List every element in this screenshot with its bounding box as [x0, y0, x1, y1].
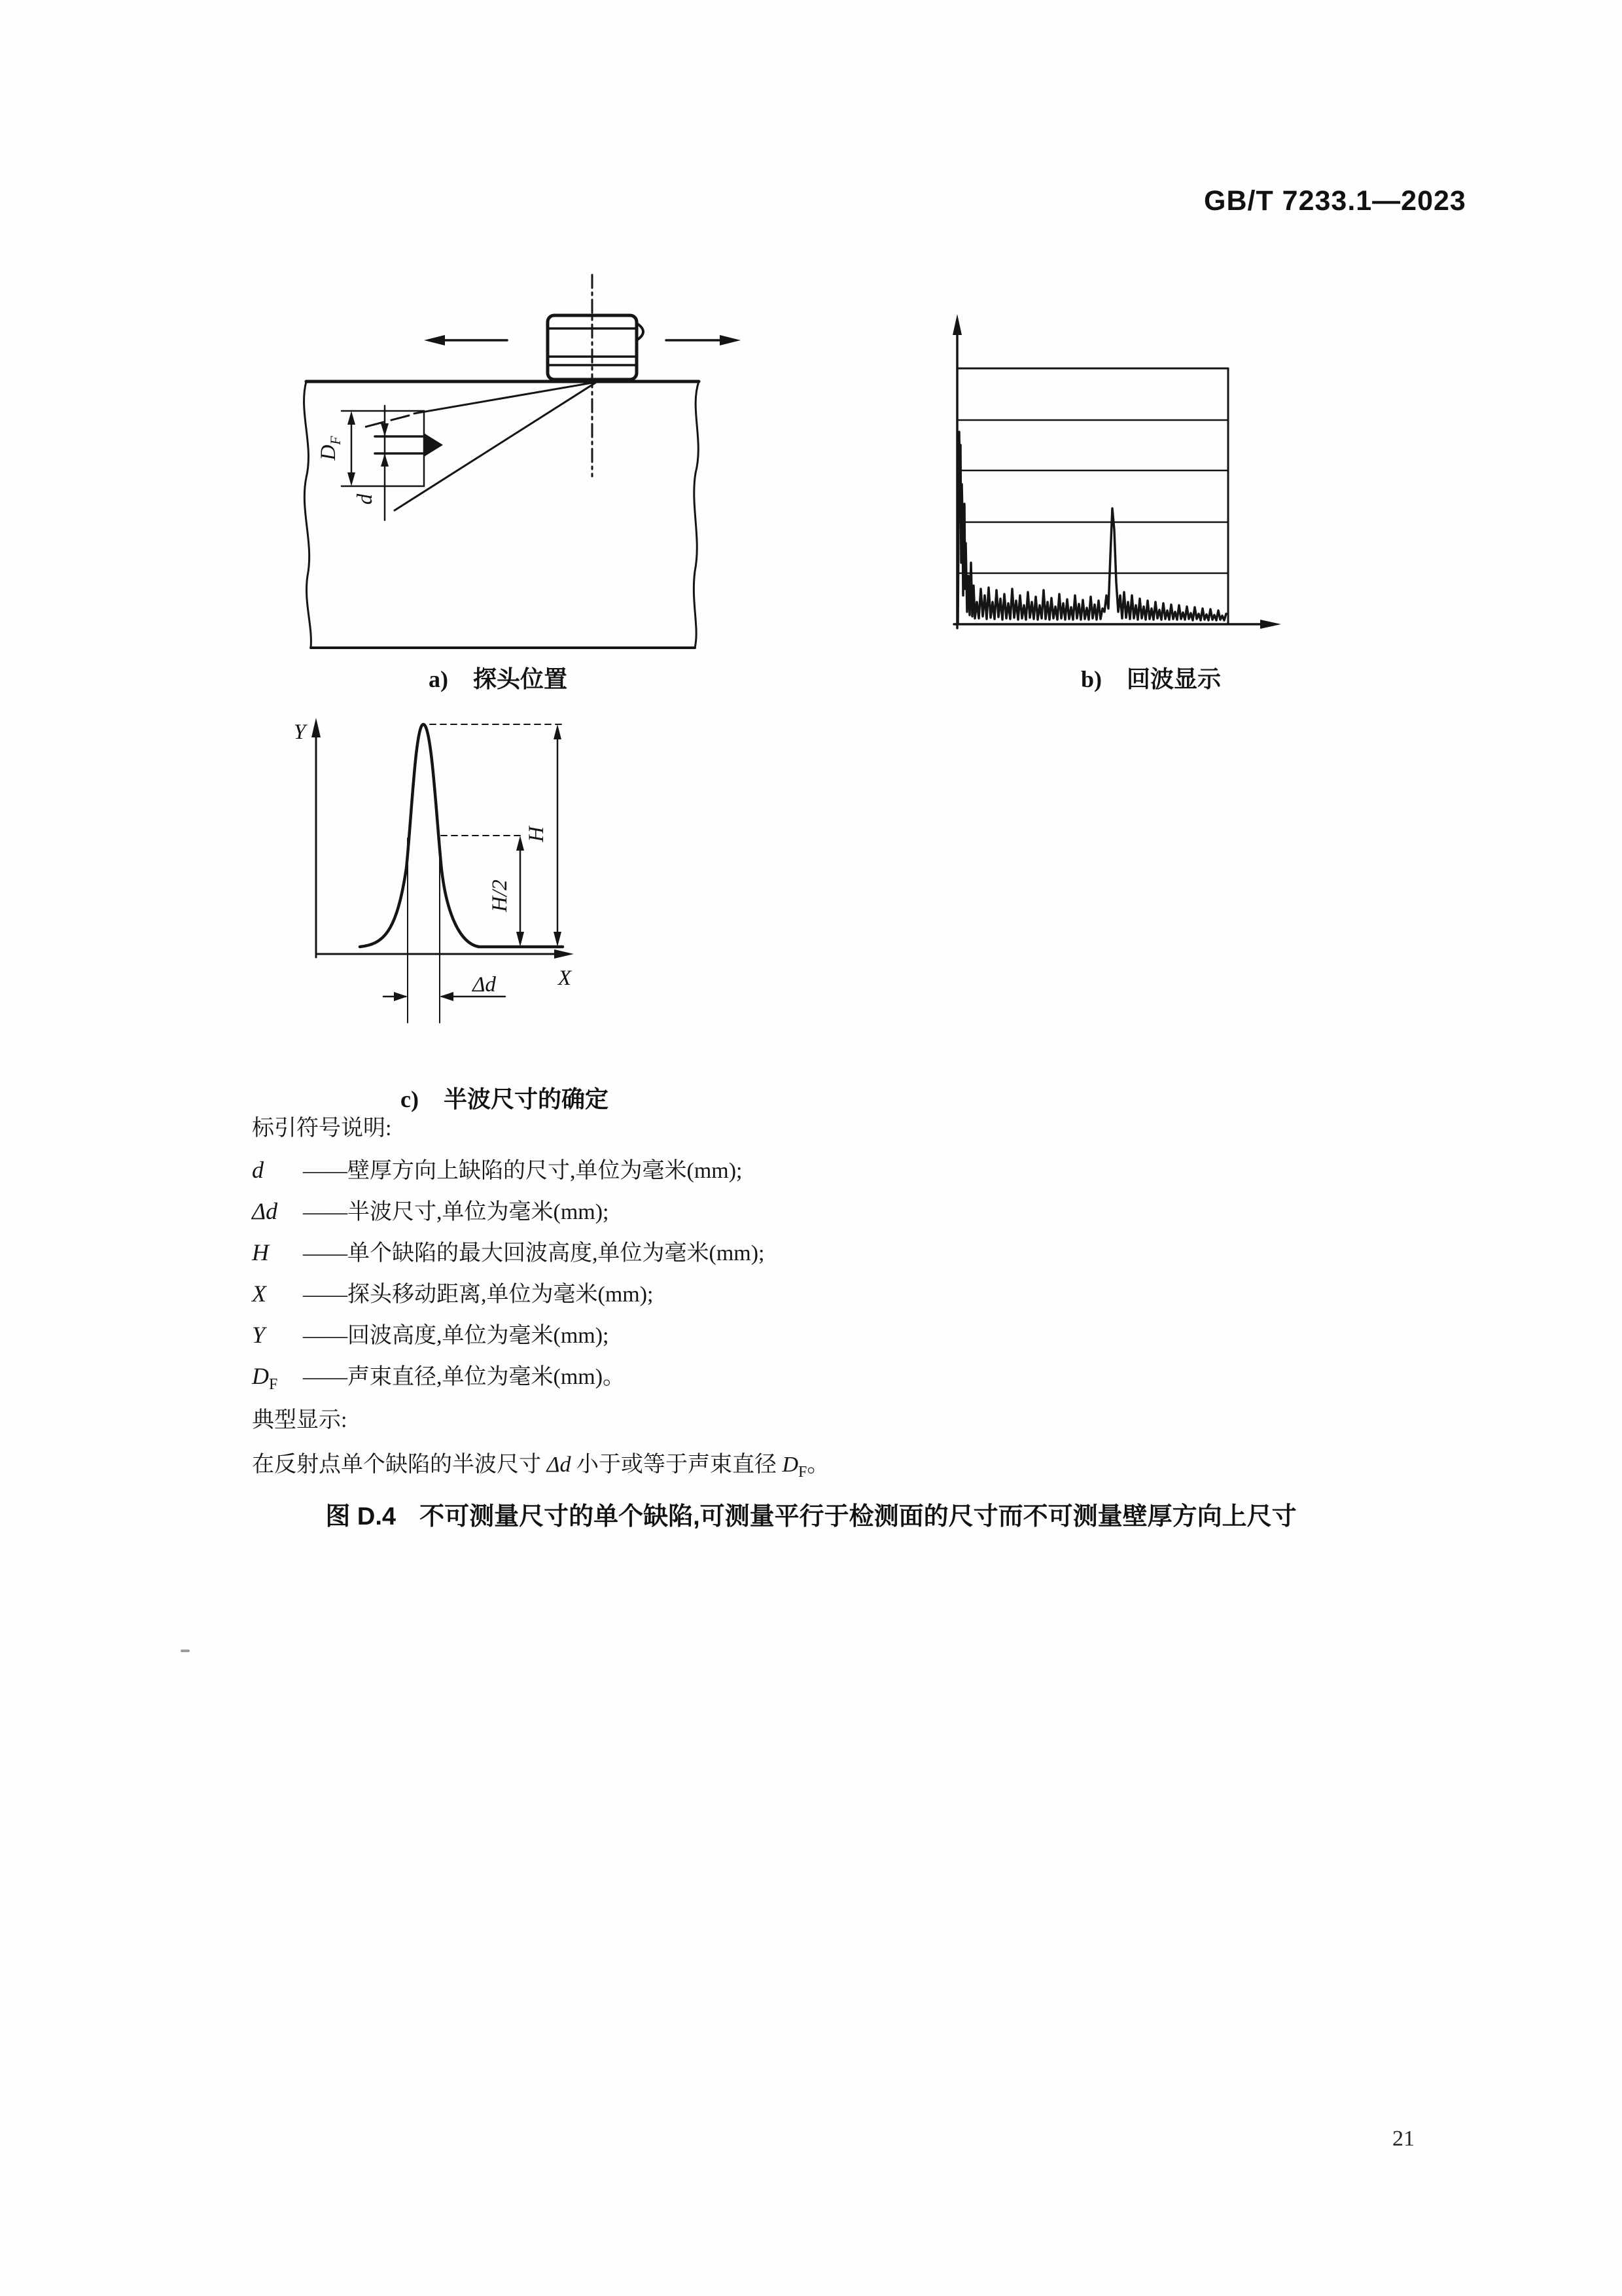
- b-x-axis-arrowhead: [1260, 620, 1281, 629]
- page-number: 21: [1392, 2127, 1415, 2151]
- df-label: $D_F$: [317, 436, 344, 461]
- scan-arrow-left-head: [424, 335, 445, 345]
- block-left-wavy-edge: [304, 381, 311, 648]
- c-dd-arrow-left: [394, 992, 408, 1001]
- subcaption-b: [1081, 661, 1221, 694]
- legend-desc: ——探头移动距离,单位为毫米(mm);: [303, 1282, 654, 1307]
- subcaption-b-label: b): [1081, 666, 1102, 692]
- legend-desc: ——声束直径,单位为毫米(mm)。: [303, 1365, 626, 1389]
- legend-title: 标引符号说明:: [252, 1116, 392, 1140]
- legend-item-df: [252, 1364, 1430, 1392]
- standard-number: GB/T 7233.1—2023: [1204, 185, 1466, 217]
- c-y-axis-label: Y: [293, 720, 306, 744]
- legend-symbol: Y: [252, 1322, 266, 1348]
- figure-caption: [0, 1496, 1622, 1532]
- legend-symbol: $D_F$: [252, 1363, 278, 1394]
- legend-symbol: H: [252, 1239, 269, 1265]
- b-y-axis-arrowhead: [953, 314, 962, 335]
- figure-caption-text: 不可测量尺寸的单个缺陷,可测量平行于检测面的尺寸而不可测量壁厚方向上尺寸: [419, 1503, 1297, 1530]
- legend-item-d: [252, 1158, 1430, 1182]
- figure-caption-number: 图 D.4: [325, 1503, 397, 1530]
- subcaption-a-title: 探头位置: [473, 665, 568, 692]
- subcaption-c-label: c): [400, 1086, 419, 1112]
- legend-item-x: [252, 1282, 1430, 1306]
- legend-item-h: [252, 1241, 1430, 1265]
- legend-symbol: d: [252, 1157, 264, 1183]
- defect-point: [424, 433, 443, 457]
- subcaption-c-title: 半波尺寸的确定: [443, 1086, 608, 1112]
- subcaption-a-label: a): [429, 666, 448, 692]
- b-signal-trace: [958, 432, 1226, 624]
- symbol-legend: [252, 1118, 1430, 1497]
- block-right-wavy-edge: [694, 381, 699, 648]
- d-arrow-up: [381, 453, 389, 467]
- typical-display-title: 典型显示:: [252, 1408, 347, 1433]
- legend-desc: ——半波尺寸,单位为毫米(mm);: [303, 1200, 609, 1224]
- df-arrow-top: [347, 411, 355, 425]
- c-h-label: H: [525, 826, 548, 842]
- c-h2-label: H/2: [488, 879, 512, 912]
- c-h2-arrow-top: [516, 836, 524, 851]
- legend-symbol: X: [252, 1280, 266, 1307]
- half-wave-diagram: [249, 710, 766, 1076]
- legend-item-delta-d: [252, 1199, 1430, 1224]
- subcaption-b-title: 回波显示: [1127, 665, 1222, 692]
- d-arrow-down: [381, 423, 389, 436]
- legend-desc: ——回波高度,单位为毫米(mm);: [303, 1324, 609, 1348]
- c-h-arrow-top: [554, 724, 561, 739]
- probe-position-diagram: [275, 258, 733, 677]
- c-h2-arrow-bottom: [516, 932, 524, 947]
- d-label: d: [353, 493, 377, 505]
- legend-item-y: [252, 1323, 1430, 1347]
- subcaption-c: [400, 1081, 608, 1114]
- legend-desc: ——单个缺陷的最大回波高度,单位为毫米(mm);: [303, 1241, 765, 1265]
- legend-desc: ——壁厚方向上缺陷的尺寸,单位为毫米(mm);: [303, 1159, 743, 1183]
- sentence-text: 在反射点单个缺陷的半波尺寸 Δd 小于或等于声束直径 $D_F$。: [252, 1453, 830, 1481]
- echo-display-diagram: [929, 281, 1296, 648]
- c-h-arrow-bottom: [554, 932, 561, 947]
- subcaption-a: [429, 661, 567, 694]
- beam-upper-edge: [414, 383, 592, 414]
- typical-display-sentence: [252, 1454, 1430, 1480]
- c-dd-arrow-right: [440, 992, 453, 1001]
- print-artifact: [181, 1650, 190, 1652]
- c-x-axis-arrowhead: [554, 949, 574, 959]
- c-x-axis-label: X: [557, 966, 572, 990]
- legend-symbol: Δd: [252, 1198, 278, 1224]
- df-arrow-bottom: [347, 472, 355, 486]
- scan-arrow-right-head: [720, 335, 741, 345]
- c-delta-d-label: Δd: [472, 973, 496, 997]
- c-y-axis-arrowhead: [311, 718, 321, 737]
